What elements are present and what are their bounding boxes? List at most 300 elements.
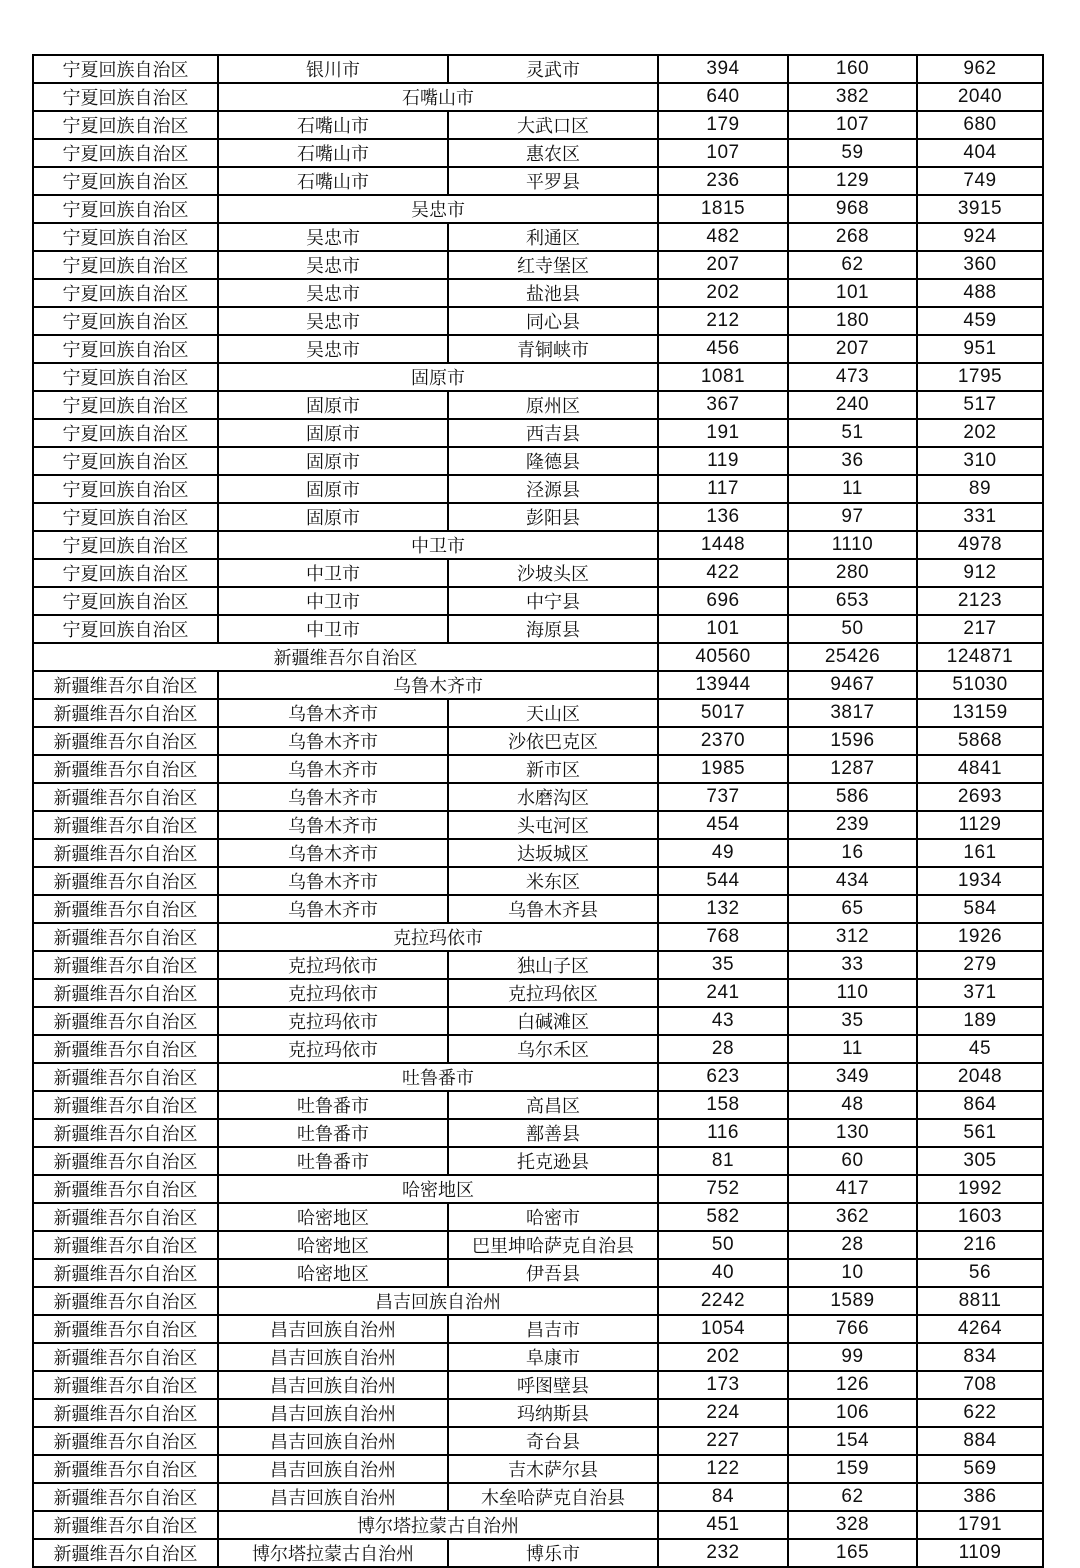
value-cell: 1054 [658,1315,788,1343]
value-cell: 241 [658,979,788,1007]
value-cell: 268 [788,223,917,251]
province-cell: 新疆维吾尔自治区 [33,1231,218,1259]
value-cell: 62 [788,1483,917,1511]
value-cell: 1081 [658,363,788,391]
value-cell: 60 [788,1147,917,1175]
province-cell: 宁夏回族自治区 [33,223,218,251]
table-row [33,783,1043,811]
value-cell: 454 [658,811,788,839]
value-cell: 4841 [917,755,1043,783]
province-cell: 新疆维吾尔自治区 [33,1399,218,1427]
value-cell: 640 [658,83,788,111]
city-cell: 银川市 [218,55,448,83]
value-cell: 2242 [658,1287,788,1315]
value-cell: 1926 [917,923,1043,951]
value-cell: 65 [788,895,917,923]
city-total-cell: 昌吉回族自治州 [218,1287,658,1315]
district-cell: 奇台县 [448,1427,658,1455]
province-cell: 宁夏回族自治区 [33,139,218,167]
table-row [33,167,1043,195]
province-cell: 新疆维吾尔自治区 [33,1147,218,1175]
table-row [33,447,1043,475]
value-cell: 116 [658,1119,788,1147]
table-row [33,223,1043,251]
city-cell: 固原市 [218,447,448,475]
district-cell: 彭阳县 [448,503,658,531]
table-row [33,1399,1043,1427]
value-cell: 1603 [917,1203,1043,1231]
table-row [33,419,1043,447]
district-cell: 独山子区 [448,951,658,979]
table-row [33,1483,1043,1511]
value-cell: 404 [917,139,1043,167]
value-cell: 1129 [917,811,1043,839]
table-row [33,979,1043,1007]
value-cell: 884 [917,1427,1043,1455]
value-cell: 1109 [917,1539,1043,1567]
value-cell: 35 [788,1007,917,1035]
value-cell: 2693 [917,783,1043,811]
city-cell: 昌吉回族自治州 [218,1483,448,1511]
value-cell: 107 [658,139,788,167]
city-cell: 克拉玛依市 [218,979,448,1007]
value-cell: 569 [917,1455,1043,1483]
table-row [33,531,1043,559]
province-cell: 宁夏回族自治区 [33,195,218,223]
value-cell: 129 [788,167,917,195]
table-row [33,1119,1043,1147]
value-cell: 2040 [917,83,1043,111]
district-cell: 木垒哈萨克自治县 [448,1483,658,1511]
province-cell: 新疆维吾尔自治区 [33,1259,218,1287]
table-row [33,1147,1043,1175]
city-cell: 昌吉回族自治州 [218,1427,448,1455]
value-cell: 1596 [788,727,917,755]
city-cell: 哈密地区 [218,1231,448,1259]
value-cell: 119 [658,447,788,475]
district-cell: 达坂城区 [448,839,658,867]
value-cell: 101 [788,279,917,307]
city-total-cell: 吐鲁番市 [218,1063,658,1091]
value-cell: 110 [788,979,917,1007]
table-row [33,475,1043,503]
value-cell: 239 [788,811,917,839]
value-cell: 130 [788,1119,917,1147]
value-cell: 50 [658,1231,788,1259]
province-cell: 新疆维吾尔自治区 [33,895,218,923]
table-row [33,139,1043,167]
province-cell: 新疆维吾尔自治区 [33,1511,218,1539]
value-cell: 159 [788,1455,917,1483]
province-cell: 宁夏回族自治区 [33,447,218,475]
table-row [33,727,1043,755]
value-cell: 136 [658,503,788,531]
province-cell: 宁夏回族自治区 [33,307,218,335]
table-row [33,1091,1043,1119]
table-row [33,1511,1043,1539]
value-cell: 766 [788,1315,917,1343]
table-row [33,671,1043,699]
city-cell: 固原市 [218,503,448,531]
value-cell: 101 [658,615,788,643]
value-cell: 99 [788,1343,917,1371]
district-cell: 西吉县 [448,419,658,447]
value-cell: 331 [917,503,1043,531]
value-cell: 582 [658,1203,788,1231]
value-cell: 349 [788,1063,917,1091]
value-cell: 180 [788,307,917,335]
value-cell: 122 [658,1455,788,1483]
province-cell: 宁夏回族自治区 [33,531,218,559]
value-cell: 451 [658,1511,788,1539]
value-cell: 1589 [788,1287,917,1315]
value-cell: 11 [788,1035,917,1063]
table-row [33,251,1043,279]
value-cell: 28 [658,1035,788,1063]
table-row [33,307,1043,335]
table-row [33,839,1043,867]
province-cell: 新疆维吾尔自治区 [33,1203,218,1231]
district-cell: 平罗县 [448,167,658,195]
value-cell: 160 [788,55,917,83]
table-row [33,1007,1043,1035]
province-cell: 新疆维吾尔自治区 [33,839,218,867]
province-cell: 宁夏回族自治区 [33,587,218,615]
district-cell: 博乐市 [448,1539,658,1567]
value-cell: 924 [917,223,1043,251]
province-cell: 宁夏回族自治区 [33,503,218,531]
city-total-cell: 石嘴山市 [218,83,658,111]
value-cell: 962 [917,55,1043,83]
value-cell: 2370 [658,727,788,755]
value-cell: 280 [788,559,917,587]
province-cell: 新疆维吾尔自治区 [33,755,218,783]
province-cell: 新疆维吾尔自治区 [33,923,218,951]
city-cell: 乌鲁木齐市 [218,895,448,923]
value-cell: 202 [917,419,1043,447]
value-cell: 768 [658,923,788,951]
value-cell: 417 [788,1175,917,1203]
province-cell: 宁夏回族自治区 [33,615,218,643]
city-total-cell: 固原市 [218,363,658,391]
city-total-cell: 博尔塔拉蒙古自治州 [218,1511,658,1539]
table-row [33,335,1043,363]
value-cell: 1791 [917,1511,1043,1539]
city-cell: 中卫市 [218,559,448,587]
value-cell: 459 [917,307,1043,335]
table-row [33,755,1043,783]
value-cell: 11 [788,475,917,503]
value-cell: 97 [788,503,917,531]
table-row [33,923,1043,951]
table-row [33,1063,1043,1091]
value-cell: 81 [658,1147,788,1175]
table-row [33,55,1043,83]
value-cell: 737 [658,783,788,811]
province-cell: 新疆维吾尔自治区 [33,783,218,811]
district-cell: 青铜峡市 [448,335,658,363]
value-cell: 4264 [917,1315,1043,1343]
city-cell: 吴忠市 [218,223,448,251]
value-cell: 3817 [788,699,917,727]
province-cell: 新疆维吾尔自治区 [33,1175,218,1203]
table-row [33,1315,1043,1343]
province-cell: 新疆维吾尔自治区 [33,1371,218,1399]
district-cell: 惠农区 [448,139,658,167]
value-cell: 56 [917,1259,1043,1287]
value-cell: 752 [658,1175,788,1203]
value-cell: 680 [917,111,1043,139]
value-cell: 124871 [917,643,1043,671]
value-cell: 40 [658,1259,788,1287]
value-cell: 13944 [658,671,788,699]
value-cell: 1110 [788,531,917,559]
province-cell: 新疆维吾尔自治区 [33,979,218,1007]
value-cell: 2048 [917,1063,1043,1091]
value-cell: 362 [788,1203,917,1231]
value-cell: 179 [658,111,788,139]
province-cell: 新疆维吾尔自治区 [33,1455,218,1483]
table-row [33,1371,1043,1399]
value-cell: 161 [917,839,1043,867]
table-row [33,867,1043,895]
value-cell: 202 [658,279,788,307]
value-cell: 43 [658,1007,788,1035]
province-cell: 新疆维吾尔自治区 [33,1427,218,1455]
province-cell: 新疆维吾尔自治区 [33,1007,218,1035]
district-cell: 乌鲁木齐县 [448,895,658,923]
region-statistics-table [32,54,1044,1568]
city-cell: 昌吉回族自治州 [218,1371,448,1399]
value-cell: 132 [658,895,788,923]
district-cell: 克拉玛依区 [448,979,658,1007]
value-cell: 25426 [788,643,917,671]
table-row [33,503,1043,531]
table-row [33,587,1043,615]
value-cell: 40560 [658,643,788,671]
value-cell: 328 [788,1511,917,1539]
province-cell: 宁夏回族自治区 [33,251,218,279]
district-cell: 泾源县 [448,475,658,503]
district-cell: 海原县 [448,615,658,643]
value-cell: 207 [788,335,917,363]
value-cell: 749 [917,167,1043,195]
table-row [33,1203,1043,1231]
value-cell: 217 [917,615,1043,643]
province-cell: 新疆维吾尔自治区 [33,1091,218,1119]
district-cell: 乌尔禾区 [448,1035,658,1063]
city-cell: 吴忠市 [218,335,448,363]
city-cell: 石嘴山市 [218,111,448,139]
city-cell: 吐鲁番市 [218,1147,448,1175]
value-cell: 5017 [658,699,788,727]
table-row [33,895,1043,923]
value-cell: 1287 [788,755,917,783]
city-total-cell: 克拉玛依市 [218,923,658,951]
value-cell: 33 [788,951,917,979]
city-cell: 吐鲁番市 [218,1119,448,1147]
province-cell: 新疆维吾尔自治区 [33,951,218,979]
district-cell: 盐池县 [448,279,658,307]
province-cell: 新疆维吾尔自治区 [33,671,218,699]
city-cell: 吐鲁番市 [218,1091,448,1119]
city-cell: 乌鲁木齐市 [218,783,448,811]
city-cell: 吴忠市 [218,251,448,279]
district-cell: 呼图壁县 [448,1371,658,1399]
value-cell: 59 [788,139,917,167]
city-cell: 乌鲁木齐市 [218,867,448,895]
district-cell: 沙坡头区 [448,559,658,587]
value-cell: 4978 [917,531,1043,559]
district-cell: 头屯河区 [448,811,658,839]
value-cell: 367 [658,391,788,419]
city-cell: 乌鲁木齐市 [218,755,448,783]
province-cell: 宁夏回族自治区 [33,167,218,195]
table-row [33,83,1043,111]
value-cell: 51 [788,419,917,447]
city-cell: 石嘴山市 [218,167,448,195]
table-row [33,643,1043,671]
value-cell: 49 [658,839,788,867]
value-cell: 16 [788,839,917,867]
city-cell: 昌吉回族自治州 [218,1315,448,1343]
city-cell: 乌鲁木齐市 [218,839,448,867]
table-row [33,951,1043,979]
value-cell: 3915 [917,195,1043,223]
value-cell: 8811 [917,1287,1043,1315]
table-row [33,1231,1043,1259]
province-cell: 新疆维吾尔自治区 [33,1539,218,1567]
district-cell: 沙依巴克区 [448,727,658,755]
city-cell: 克拉玛依市 [218,951,448,979]
value-cell: 544 [658,867,788,895]
value-cell: 864 [917,1091,1043,1119]
city-cell: 乌鲁木齐市 [218,727,448,755]
province-cell: 新疆维吾尔自治区 [33,1063,218,1091]
value-cell: 360 [917,251,1043,279]
province-cell: 宁夏回族自治区 [33,55,218,83]
value-cell: 232 [658,1539,788,1567]
value-cell: 9467 [788,671,917,699]
table-row [33,1455,1043,1483]
table-row [33,1035,1043,1063]
district-cell: 吉木萨尔县 [448,1455,658,1483]
table-row [33,1427,1043,1455]
table-row [33,363,1043,391]
city-cell: 中卫市 [218,615,448,643]
province-cell: 新疆维吾尔自治区 [33,1343,218,1371]
value-cell: 35 [658,951,788,979]
value-cell: 1992 [917,1175,1043,1203]
city-cell: 克拉玛依市 [218,1035,448,1063]
city-cell: 博尔塔拉蒙古自治州 [218,1539,448,1567]
city-cell: 克拉玛依市 [218,1007,448,1035]
district-cell: 新市区 [448,755,658,783]
value-cell: 310 [917,447,1043,475]
district-cell: 水磨沟区 [448,783,658,811]
province-cell: 新疆维吾尔自治区 [33,1035,218,1063]
value-cell: 382 [788,83,917,111]
value-cell: 173 [658,1371,788,1399]
value-cell: 1448 [658,531,788,559]
value-cell: 189 [917,1007,1043,1035]
value-cell: 191 [658,419,788,447]
province-cell: 宁夏回族自治区 [33,391,218,419]
district-cell: 白碱滩区 [448,1007,658,1035]
district-cell: 伊吾县 [448,1259,658,1287]
province-cell: 新疆维吾尔自治区 [33,1287,218,1315]
value-cell: 5868 [917,727,1043,755]
table-row [33,279,1043,307]
value-cell: 158 [658,1091,788,1119]
district-cell: 阜康市 [448,1343,658,1371]
value-cell: 473 [788,363,917,391]
province-cell: 新疆维吾尔自治区 [33,811,218,839]
city-cell: 固原市 [218,419,448,447]
value-cell: 584 [917,895,1043,923]
value-cell: 653 [788,587,917,615]
province-cell: 宁夏回族自治区 [33,559,218,587]
value-cell: 48 [788,1091,917,1119]
table-row [33,111,1043,139]
value-cell: 240 [788,391,917,419]
city-total-cell: 中卫市 [218,531,658,559]
value-cell: 305 [917,1147,1043,1175]
table-row [33,699,1043,727]
province-cell: 宁夏回族自治区 [33,475,218,503]
value-cell: 106 [788,1399,917,1427]
value-cell: 212 [658,307,788,335]
value-cell: 126 [788,1371,917,1399]
city-cell: 中卫市 [218,587,448,615]
value-cell: 434 [788,867,917,895]
district-cell: 鄯善县 [448,1119,658,1147]
district-cell: 隆德县 [448,447,658,475]
table-row [33,1539,1043,1567]
city-cell: 昌吉回族自治州 [218,1343,448,1371]
value-cell: 279 [917,951,1043,979]
district-cell: 玛纳斯县 [448,1399,658,1427]
district-cell: 中宁县 [448,587,658,615]
city-total-cell: 乌鲁木齐市 [218,671,658,699]
province-cell: 宁夏回族自治区 [33,335,218,363]
value-cell: 951 [917,335,1043,363]
value-cell: 227 [658,1427,788,1455]
value-cell: 236 [658,167,788,195]
city-cell: 昌吉回族自治州 [218,1399,448,1427]
province-cell: 宁夏回族自治区 [33,363,218,391]
district-cell: 昌吉市 [448,1315,658,1343]
district-cell: 米东区 [448,867,658,895]
value-cell: 623 [658,1063,788,1091]
value-cell: 456 [658,335,788,363]
district-cell: 高昌区 [448,1091,658,1119]
district-cell: 托克逊县 [448,1147,658,1175]
value-cell: 202 [658,1343,788,1371]
province-cell: 新疆维吾尔自治区 [33,1119,218,1147]
value-cell: 28 [788,1231,917,1259]
table-row [33,1259,1043,1287]
value-cell: 482 [658,223,788,251]
value-cell: 89 [917,475,1043,503]
city-cell: 哈密地区 [218,1203,448,1231]
city-cell: 吴忠市 [218,279,448,307]
table-body [33,55,1043,1567]
value-cell: 834 [917,1343,1043,1371]
table-row [33,391,1043,419]
district-cell: 哈密市 [448,1203,658,1231]
value-cell: 488 [917,279,1043,307]
